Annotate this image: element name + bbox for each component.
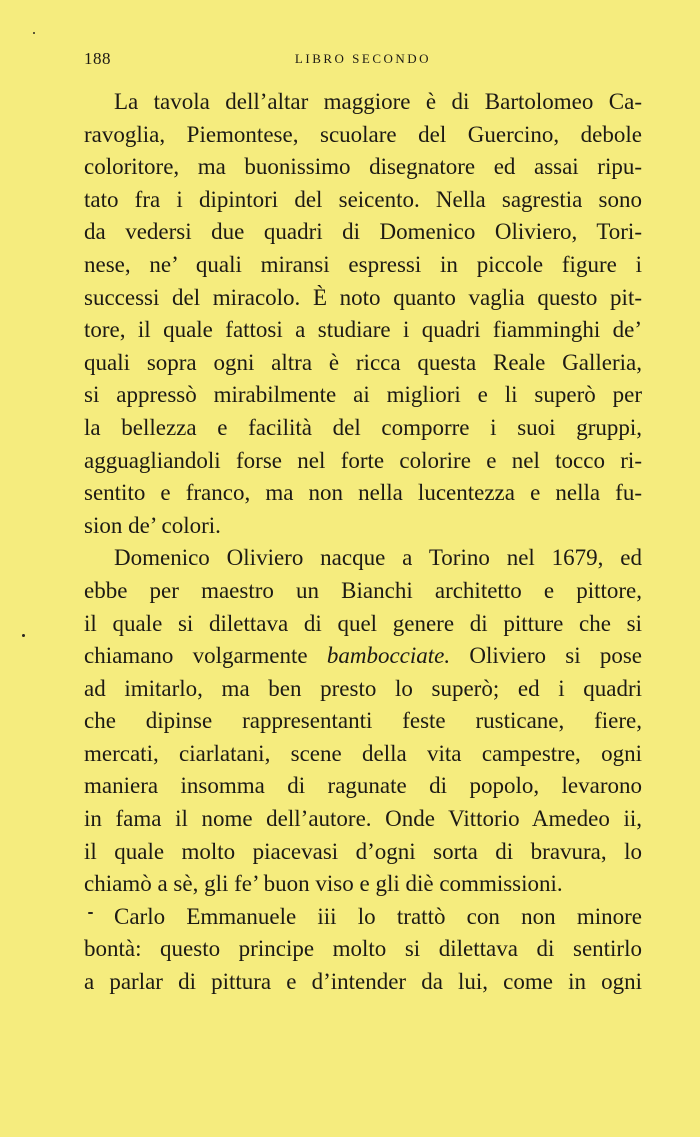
page-number: 188 (84, 49, 111, 68)
text-line: chiamò a sè, gli fe’ buon viso e gli diè commissioni. (84, 871, 563, 897)
text-line: Carlo Emmanuele iii lo trattò con non minore (114, 903, 642, 929)
text-line: La tavola dell’altar maggiore è di Bartolomeo Ca- (114, 89, 642, 114)
text-line: si appressò mirabilmente ai migliori e li superò per (84, 382, 642, 408)
text-line: a parlar di pittura e d’intender da lui, come in ogni (84, 969, 642, 995)
text-line: tato fra i dipintori del seicento. Nella sagrestia sono (84, 186, 642, 212)
paragraph-1 (84, 86, 642, 542)
text-line: ad imitarlo, ma ben presto lo superò; ed i quadri (84, 675, 642, 701)
text-line: mercati, ciarlatani, scene della vita campestre, ogni (84, 740, 642, 766)
page-header (84, 49, 642, 69)
text-line: coloritore, ma buonissimo disegnatore ed assai ripu- (84, 154, 642, 180)
paragraph-3 (84, 901, 642, 999)
ink-speck (88, 912, 93, 914)
text-line: agguagliandoli forse nel forte colorire e nel tocco ri- (84, 447, 642, 473)
italic-term: bambocciate. (326, 643, 451, 669)
text-line: la bellezza e facilità del comporre i suoi gruppi, (84, 414, 642, 440)
running-head: LIBRO SECONDO (294, 51, 432, 66)
text-line: ravoglia, Piemontese, scuolare del Guercino, debole (84, 121, 642, 147)
text-line: tore, il quale fattosi a studiare i quadri fiamminghi de’ (84, 317, 642, 343)
text-line: sion de’ colori. (84, 512, 221, 538)
text-line: ebbe per maestro un Bianchi architetto e pittore, (84, 577, 642, 603)
text-run: chiamano volgarmente (84, 643, 327, 669)
paragraph-2 (84, 542, 642, 901)
text-line-with-italic (84, 640, 642, 673)
text-line: nese, ne’ quali miransi espressi in piccole figure i (84, 251, 642, 277)
text-line: quali sopra ogni altra è ricca questa Reale Galleria, (84, 349, 642, 375)
ink-speck (33, 32, 35, 34)
text-line: maniera insomma di ragunate di popolo, levarono (84, 773, 642, 799)
body-text (84, 86, 642, 999)
text-line: il quale si dilettava di quel genere di pitture che si (84, 610, 642, 636)
text-line: il quale molto piacevasi d’ogni sorta di bravura, lo (84, 838, 642, 864)
text-line: successi del miracolo. È noto quanto vaglia questo pit- (84, 284, 642, 310)
text-line: sentito e franco, ma non nella lucentezza e nella fu- (84, 480, 642, 506)
text-line: bontà: questo principe molto si dilettava di sentirlo (84, 936, 642, 962)
text-line: in fama il nome dell’autore. Onde Vittorio Amedeo ii, (84, 806, 642, 832)
text-line: che dipinse rappresentanti feste rusticane, fiere, (84, 708, 642, 734)
text-run: Oliviero si pose (450, 643, 642, 669)
ink-speck (22, 634, 25, 637)
text-line: da vedersi due quadri di Domenico Oliviero, Tori- (84, 219, 642, 245)
text-line: Domenico Oliviero nacque a Torino nel 1679, ed (114, 545, 642, 571)
